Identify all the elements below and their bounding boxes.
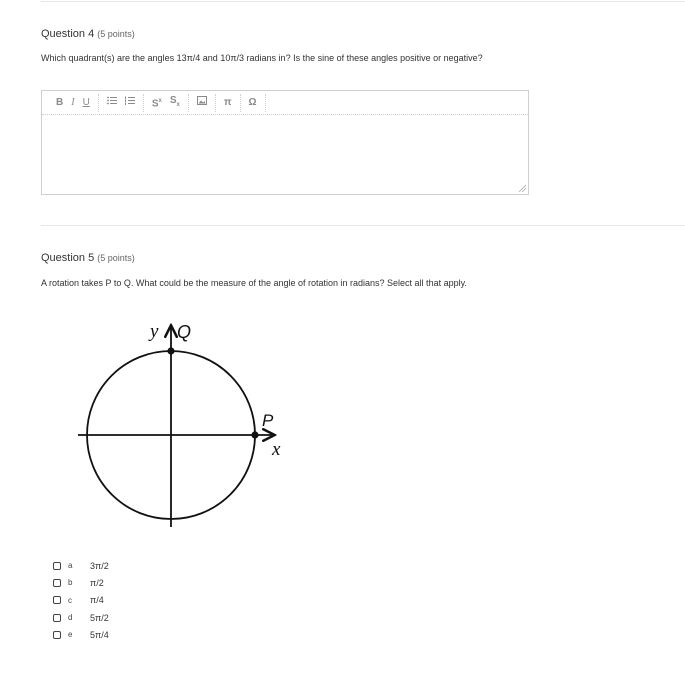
choice-d-checkbox[interactable] [53, 614, 61, 622]
x-axis-label: x [272, 439, 281, 460]
resize-grip-icon[interactable] [518, 184, 526, 192]
answer-text-area[interactable] [42, 115, 528, 195]
point-p-label: P [262, 411, 274, 430]
choice-c-checkbox[interactable] [53, 596, 61, 604]
pi-button[interactable]: π [223, 96, 232, 108]
underline-button[interactable]: U [82, 96, 90, 108]
question-5-points: (5 points) [97, 253, 135, 263]
choice-b[interactable] [53, 574, 109, 591]
answer-editor [41, 90, 529, 195]
format-group [48, 94, 99, 112]
list-group [99, 94, 144, 112]
bold-button[interactable]: B [56, 96, 64, 108]
superscript-label: S [151, 98, 159, 110]
choice-e-value: 5π/4 [90, 629, 109, 640]
question-5-title [41, 252, 135, 264]
numbered-list-icon [125, 96, 135, 105]
superscript-icon: x [158, 97, 162, 104]
choice-e-letter: e [68, 630, 73, 640]
choice-c-value: π/4 [90, 595, 104, 606]
point-q-label: Q [177, 322, 192, 342]
subscript-icon: x [176, 101, 180, 108]
question-5-text: A rotation takes P to Q. What could be the measure of the angle of rotation in radians? Select all that apply. [41, 278, 467, 288]
question-divider [41, 225, 685, 226]
point-p [251, 431, 258, 438]
image-icon [197, 96, 207, 105]
editor-toolbar [42, 91, 528, 115]
point-q [167, 347, 174, 354]
question-4-title-text: Question 4 [41, 28, 95, 40]
image-group [189, 94, 216, 112]
subscript-button[interactable] [166, 92, 184, 114]
choice-a-checkbox[interactable] [53, 562, 61, 570]
question-4-text: Which quadrant(s) are the angles 13π/4 and 10π/3 radians in? Is the sine of these angles positive or negative? [41, 53, 483, 63]
answer-choices [53, 557, 109, 643]
subscript-label: S [169, 94, 177, 106]
italic-button[interactable]: I [71, 96, 75, 108]
question-4-points: (5 points) [97, 29, 135, 39]
superscript-button[interactable] [148, 92, 166, 113]
choice-c[interactable] [53, 592, 109, 609]
choice-d[interactable] [53, 609, 109, 626]
choice-e-checkbox[interactable] [53, 631, 61, 639]
choice-a-letter: a [68, 561, 73, 571]
omega-button[interactable]: Ω [248, 96, 257, 108]
question-4-title [41, 28, 135, 40]
bulleted-list-button[interactable] [103, 94, 121, 112]
math-group [216, 94, 241, 112]
choice-e[interactable] [53, 626, 109, 643]
choice-a[interactable] [53, 557, 109, 574]
script-group [144, 94, 189, 112]
top-divider [41, 1, 685, 2]
question-5-title-text: Question 5 [41, 252, 95, 264]
choice-c-letter: c [68, 595, 72, 605]
y-axis-label: y [150, 321, 159, 342]
choice-d-value: 5π/2 [90, 612, 109, 623]
insert-image-button[interactable] [193, 94, 211, 112]
choice-b-checkbox[interactable] [53, 579, 61, 587]
choice-a-value: 3π/2 [90, 560, 109, 571]
special-char-group [241, 94, 266, 112]
choice-b-letter: b [68, 578, 73, 588]
choice-b-value: π/2 [90, 577, 104, 588]
numbered-list-button[interactable] [121, 94, 139, 112]
unit-circle-figure [75, 318, 305, 533]
bulleted-list-icon [107, 96, 117, 105]
choice-d-letter: d [68, 613, 73, 623]
